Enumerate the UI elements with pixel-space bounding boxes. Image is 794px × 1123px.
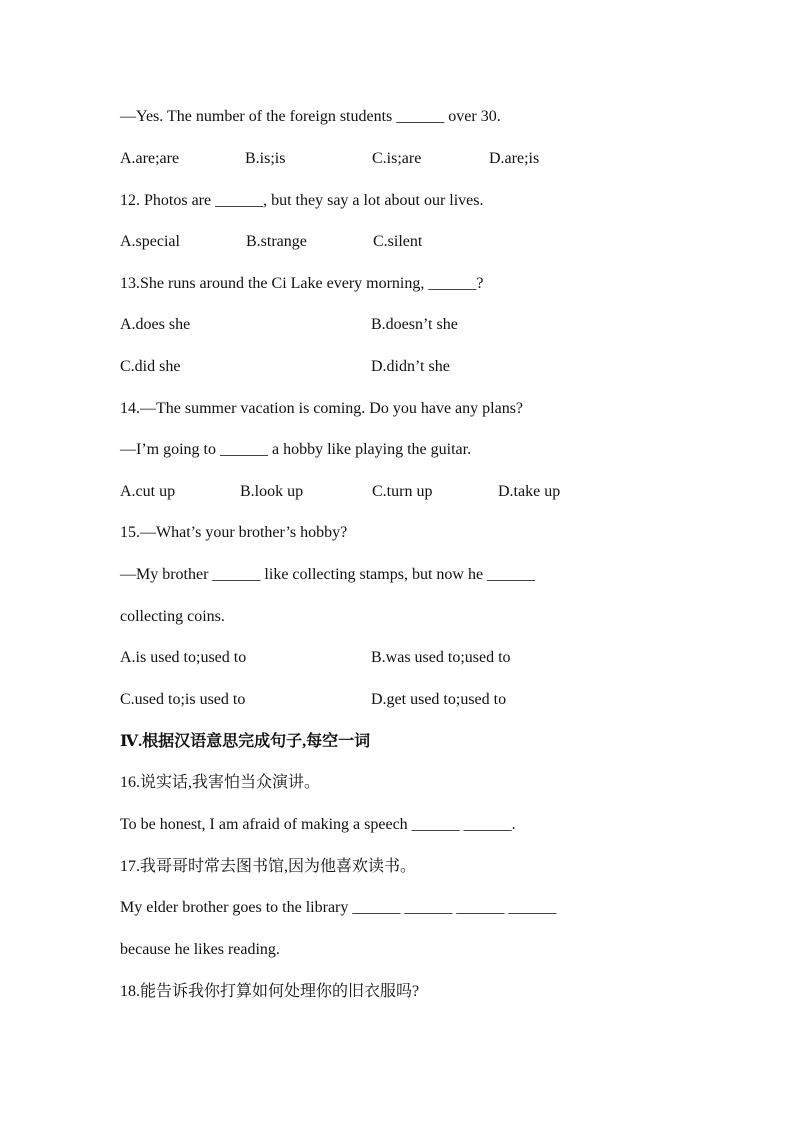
q14-stem: 14.—The summer vacation is coming. Do you have any plans? [120,400,524,417]
q13-options-row-2 [120,355,720,379]
q18-chinese: 18.能告诉我你打算如何处理你的旧衣服吗? [120,983,420,1000]
q16-chinese: 16.说实话,我害怕当众演讲。 [120,774,321,791]
q12-stem: 12. Photos are ______, but they say a lot about our lives. [120,192,484,209]
q15-option-d: D.get used to;used to [371,691,507,708]
q15-option-b: B.was used to;used to [371,649,511,666]
q12-option-c: C.silent [373,233,423,250]
q17-english-line-1: My elder brother goes to the library ______ ______ ______ ______ [120,899,557,916]
q14-option-a: A.cut up [120,483,176,500]
q15-options-row-1 [120,646,720,670]
q11-option-a: A.are;are [120,150,180,167]
q11-option-c: C.is;are [372,150,422,167]
q13-stem: 13.She runs around the Ci Lake every morning, ______? [120,275,484,292]
q13-option-c: C.did she [120,358,181,375]
q11-options [120,147,720,171]
q17-chinese: 17.我哥哥时常去图书馆,因为他喜欢读书。 [120,858,417,875]
q12-option-b: B.strange [246,233,307,250]
q12-options [120,230,720,254]
q14-answer-line: —I’m going to ______ a hobby like playing the guitar. [120,441,472,458]
q15-answer-line-2: collecting coins. [120,608,225,625]
q13-option-d: D.didn’t she [371,358,450,375]
q11-option-b: B.is;is [245,150,286,167]
q14-option-b: B.look up [240,483,304,500]
q14-option-c: C.turn up [372,483,433,500]
q16-english: To be honest, I am afraid of making a speech ______ ______. [120,816,516,833]
q15-answer-line-1: —My brother ______ like collecting stamps, but now he ______ [120,566,536,583]
q11-option-d: D.are;is [489,150,540,167]
q14-option-d: D.take up [498,483,561,500]
q13-option-b: B.doesn’t she [371,316,458,333]
q15-stem: 15.—What’s your brother’s hobby? [120,524,348,541]
q15-option-a: A.is used to;used to [120,649,247,666]
q13-option-a: A.does she [120,316,191,333]
section-4-heading: Ⅳ.根据汉语意思完成句子,每空一词 [120,733,371,750]
q15-option-c: C.used to;is used to [120,691,246,708]
q17-english-line-2: because he likes reading. [120,941,280,958]
q12-option-a: A.special [120,233,180,250]
q14-options [120,480,720,504]
q11-answer-line: —Yes. The number of the foreign students ______ over 30. [120,108,501,125]
q15-options-row-2 [120,688,720,712]
q13-options-row-1 [120,313,720,337]
